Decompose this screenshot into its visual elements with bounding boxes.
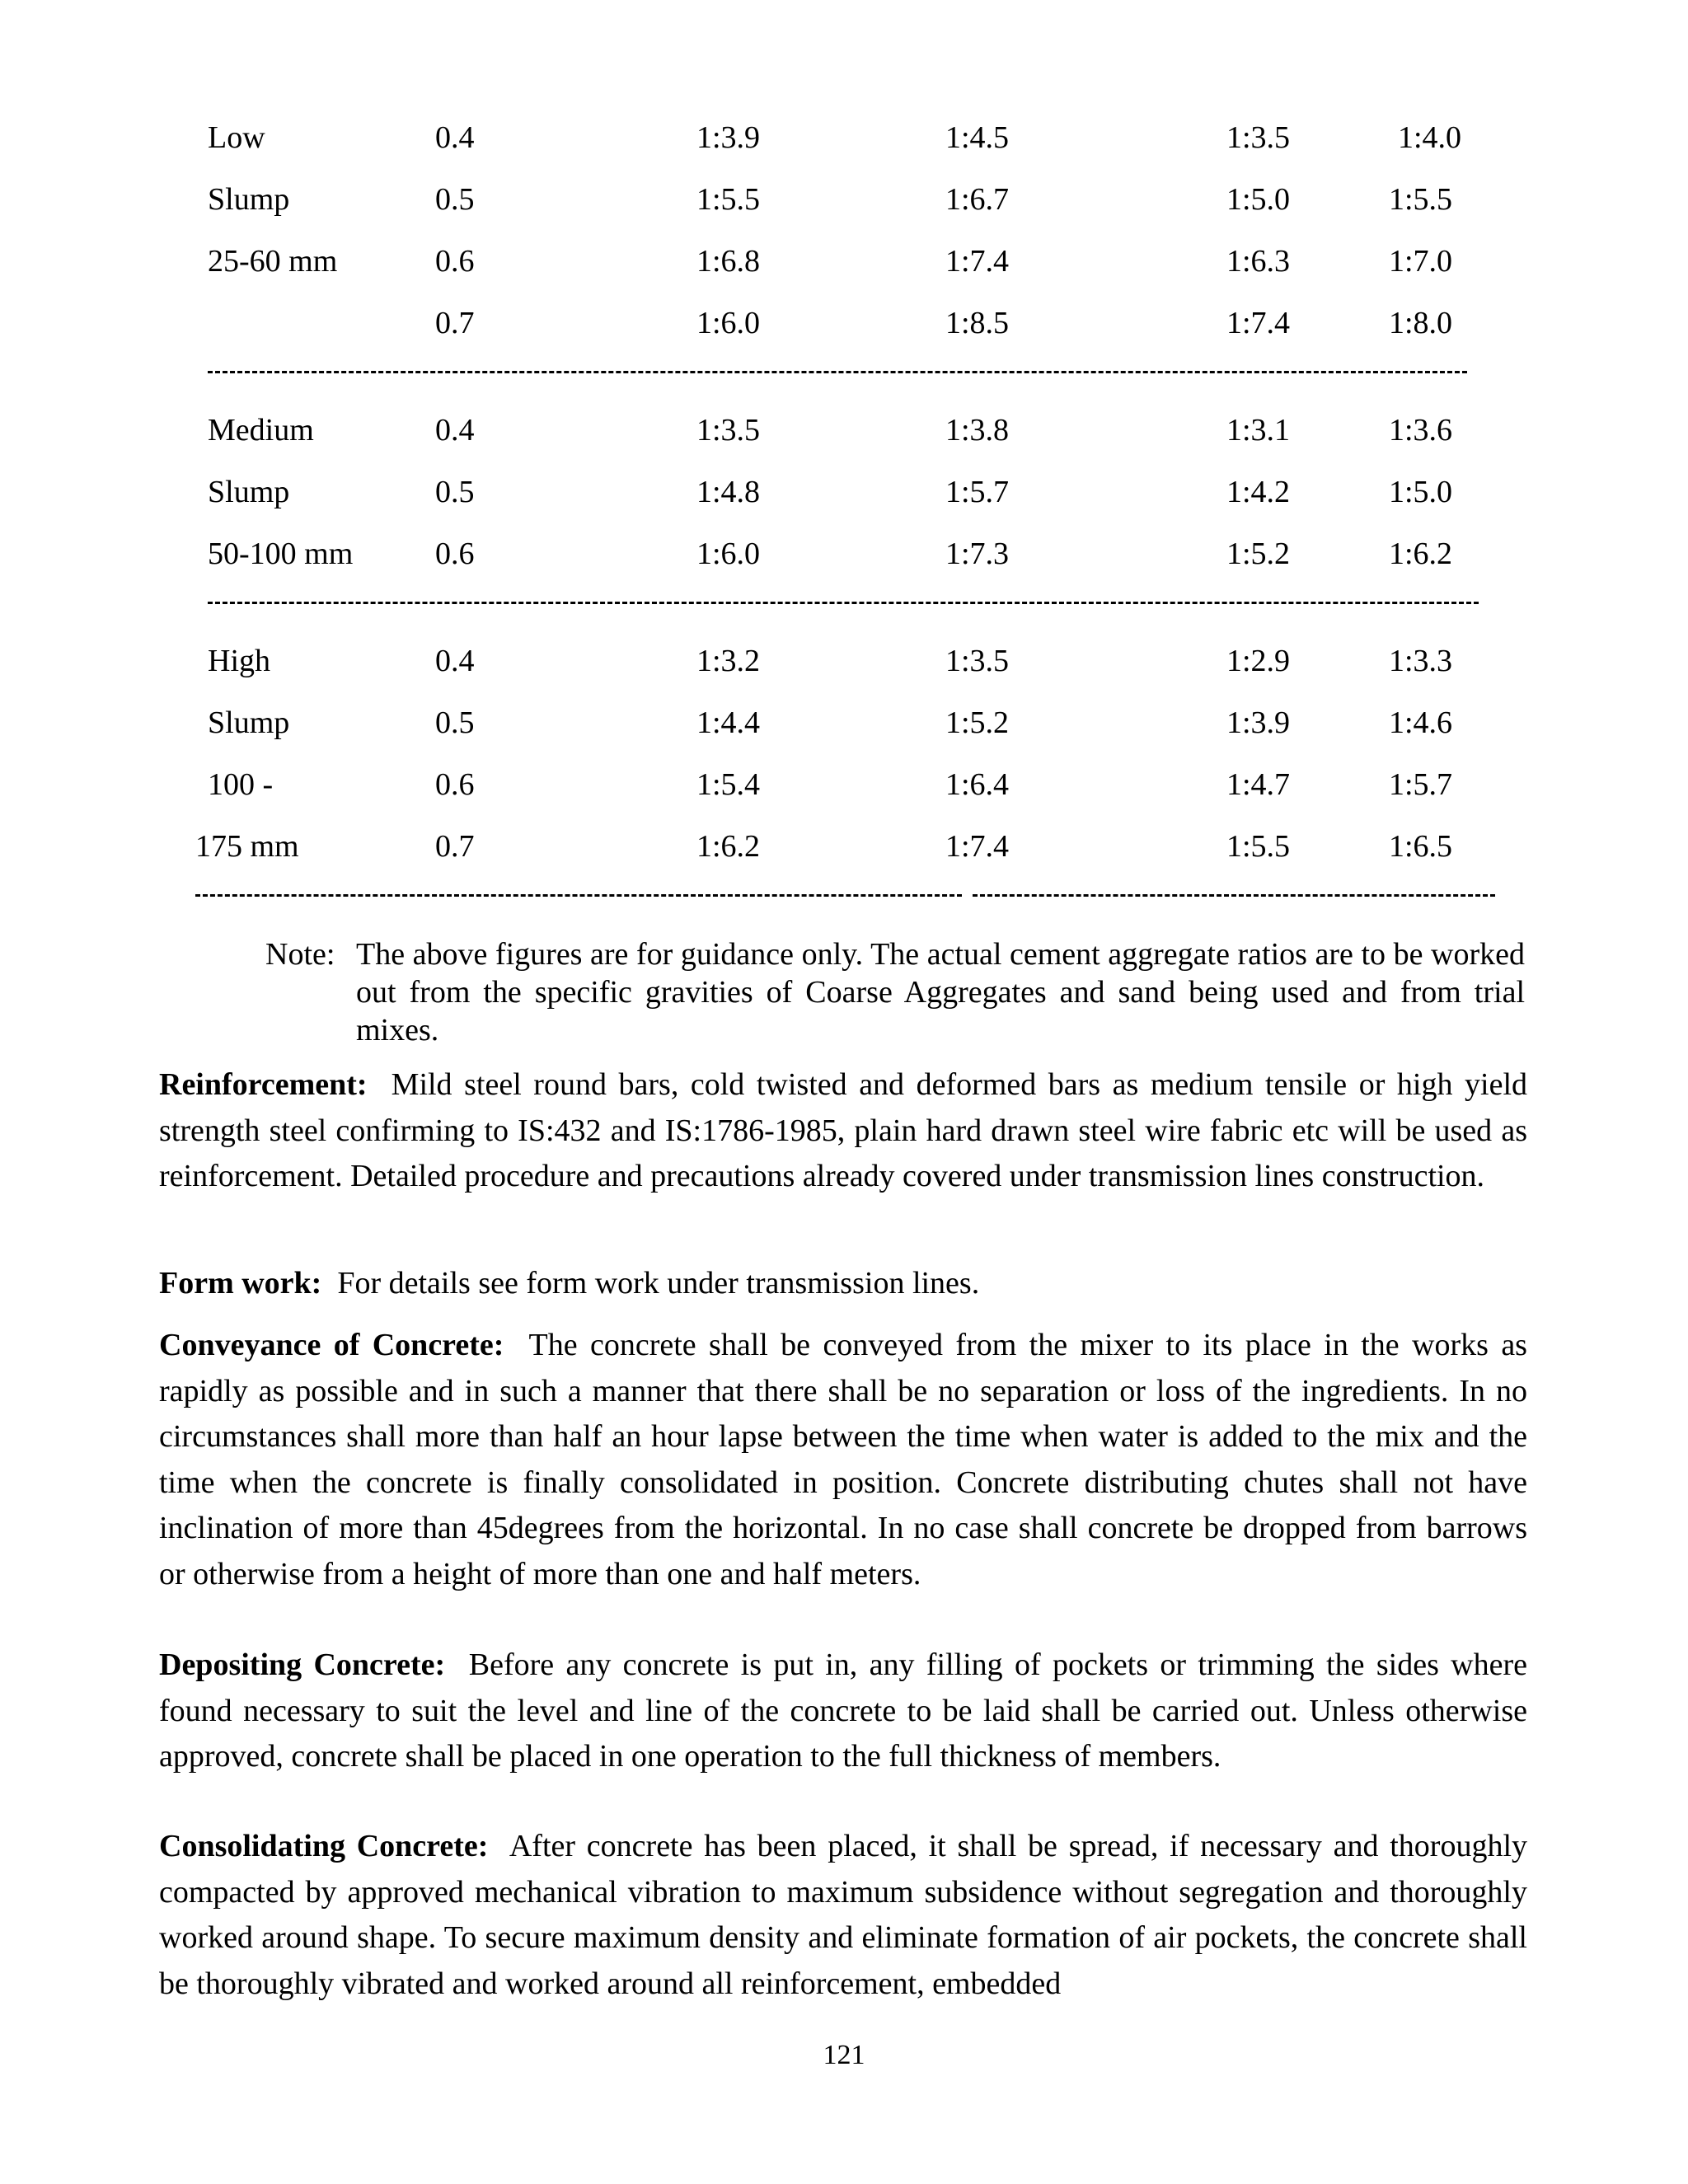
slump-label: Slump (208, 182, 290, 217)
wc-ratio: 0.7 (435, 306, 475, 340)
ratio-cell: 1:3.9 (1226, 705, 1291, 740)
slump-label: 50-100 mm (208, 537, 354, 571)
table-row (0, 405, 1688, 455)
ratio-cell: 1:4.8 (696, 475, 761, 509)
ratio-cell: 1:6.2 (1389, 537, 1453, 571)
ratio-cell: 1:7.4 (945, 244, 1010, 279)
ratio-cell: 1:2.9 (1226, 644, 1291, 678)
ratio-cell: 1:7.3 (945, 537, 1010, 571)
ratio-cell: 1:7.0 (1389, 244, 1453, 279)
slump-label: Low (208, 120, 265, 155)
ratio-cell: 1:7.4 (945, 829, 1010, 864)
slump-label: Slump (208, 705, 290, 740)
ratio-cell: 1:5.5 (1389, 182, 1453, 217)
ratio-cell: 1:6.0 (696, 306, 761, 340)
ratio-cell: 1:3.8 (945, 413, 1010, 448)
ratio-cell: 1:5.5 (696, 182, 761, 217)
section-text: For details see form work under transmission lines. (337, 1266, 980, 1301)
consolidating-paragraph (159, 1824, 1527, 2007)
slump-label: 100 - (208, 767, 274, 802)
table-row (0, 237, 1688, 286)
ratio-cell: 1:5.5 (1226, 829, 1291, 864)
table-row (0, 529, 1688, 579)
note-label: Note: (265, 937, 335, 972)
ratio-cell: 1:8.0 (1389, 306, 1453, 340)
ratio-cell: 1:3.3 (1389, 644, 1453, 678)
group-divider (973, 894, 1495, 897)
section-heading: Reinforcement: (159, 1067, 368, 1102)
group-divider (208, 371, 1467, 373)
wc-ratio: 0.4 (435, 413, 475, 448)
section-text: The concrete shall be conveyed from the mixer to its place in the works as rapidly as possible and in such a manner that there shall be no separation or loss of the ingredients. In no circumstances shall more than half an hour lapse between the time when water is added to the mix and the time when the concrete is finally consolidated in position. Concrete distributing chutes shall not have inclination of more than 45degrees from the horizontal. In no case shall concrete be dropped from barrows or otherwise from a height of more than one and half meters. (159, 1328, 1527, 1591)
table-row (0, 298, 1688, 348)
ratio-cell: 1:3.1 (1226, 413, 1291, 448)
wc-ratio: 0.5 (435, 182, 475, 217)
ratio-cell: 1:3.5 (1226, 120, 1291, 155)
table-row (0, 636, 1688, 686)
slump-label: Medium (208, 413, 314, 448)
ratio-cell: 1:3.5 (696, 413, 761, 448)
table-row (0, 822, 1688, 871)
section-heading: Depositing Concrete: (159, 1647, 446, 1682)
wc-ratio: 0.5 (435, 705, 475, 740)
ratio-cell: 1:5.2 (1226, 537, 1291, 571)
ratio-cell: 1:3.6 (1389, 413, 1453, 448)
slump-label: High (208, 644, 270, 678)
ratio-cell: 1:5.0 (1226, 182, 1291, 217)
ratio-cell: 1:3.2 (696, 644, 761, 678)
table-row (0, 467, 1688, 517)
conveyance-paragraph (159, 1323, 1527, 1597)
section-heading: Consolidating Concrete: (159, 1829, 489, 1863)
slump-label: Slump (208, 475, 290, 509)
ratio-cell: 1:6.3 (1226, 244, 1291, 279)
page-number: 121 (823, 2040, 865, 2070)
ratio-cell: 1:5.4 (696, 767, 761, 802)
depositing-paragraph (159, 1643, 1527, 1780)
wc-ratio: 0.6 (435, 537, 475, 571)
ratio-cell: 1:6.7 (945, 182, 1010, 217)
ratio-cell: 1:5.2 (945, 705, 1010, 740)
ratio-cell: 1:6.4 (945, 767, 1010, 802)
wc-ratio: 0.4 (435, 644, 475, 678)
wc-ratio: 0.6 (435, 767, 475, 802)
section-text: Before any concrete is put in, any filling of pockets or trimming the sides where found necessary to suit the level and line of the concrete to be laid shall be carried out. Unless otherwise approved, concrete shall be placed in one operation to the full thickness of members. (159, 1647, 1528, 1774)
ratio-cell: 1:6.0 (696, 537, 761, 571)
group-divider (208, 602, 1479, 604)
wc-ratio: 0.4 (435, 120, 475, 155)
ratio-cell: 1:7.4 (1226, 306, 1291, 340)
ratio-cell: 1:3.5 (945, 644, 1010, 678)
ratio-cell: 1:4.2 (1226, 475, 1291, 509)
ratio-cell: 1:4.7 (1226, 767, 1291, 802)
wc-ratio: 0.7 (435, 829, 475, 864)
section-heading: Conveyance of Concrete: (159, 1328, 504, 1362)
ratio-cell: 1:3.9 (696, 120, 761, 155)
section-text: After concrete has been placed, it shall be spread, if necessary and thoroughly compacted by approved mechanical vibration to maximum subsidence without segregation and thoroughly worked around shape. To secure maximum density and eliminate formation of air pockets, the concrete shall be thoroughly vibrated and worked around all reinforcement, embedded (159, 1829, 1527, 2001)
table-row (0, 760, 1688, 809)
table-row (0, 175, 1688, 224)
formwork-paragraph (159, 1261, 1527, 1307)
note-text: The above figures are for guidance only. The actual cement aggregate ratios are to be worked out from the specific gravities of Coarse Aggregates and sand being used and from trial mixes. (356, 937, 1525, 1047)
ratio-cell: 1:4.4 (696, 705, 761, 740)
ratio-cell: 1:6.8 (696, 244, 761, 279)
wc-ratio: 0.6 (435, 244, 475, 279)
ratio-cell: 1:4.5 (945, 120, 1010, 155)
table-row (0, 113, 1688, 162)
ratio-cell: 1:5.0 (1389, 475, 1453, 509)
ratio-cell: 1:5.7 (1389, 767, 1453, 802)
ratio-cell: 1:6.5 (1389, 829, 1453, 864)
ratio-cell: 1:4.0 (1398, 120, 1462, 155)
slump-label: 175 mm (195, 829, 299, 864)
section-heading: Form work: (159, 1266, 322, 1301)
ratio-cell: 1:6.2 (696, 829, 761, 864)
ratio-cell: 1:8.5 (945, 306, 1010, 340)
ratio-cell: 1:4.6 (1389, 705, 1453, 740)
group-divider (195, 894, 962, 897)
reinforcement-paragraph (159, 1062, 1527, 1200)
ratio-cell: 1:5.7 (945, 475, 1010, 509)
slump-label: 25-60 mm (208, 244, 338, 279)
wc-ratio: 0.5 (435, 475, 475, 509)
table-row (0, 698, 1688, 748)
section-text: Mild steel round bars, cold twisted and deformed bars as medium tensile or high yield strength steel confirming to IS:432 and IS:1786-1985, plain hard drawn steel wire fabric etc will be used as reinforcement. Detailed procedure and precautions already covered under transmission lines construction. (159, 1067, 1527, 1193)
